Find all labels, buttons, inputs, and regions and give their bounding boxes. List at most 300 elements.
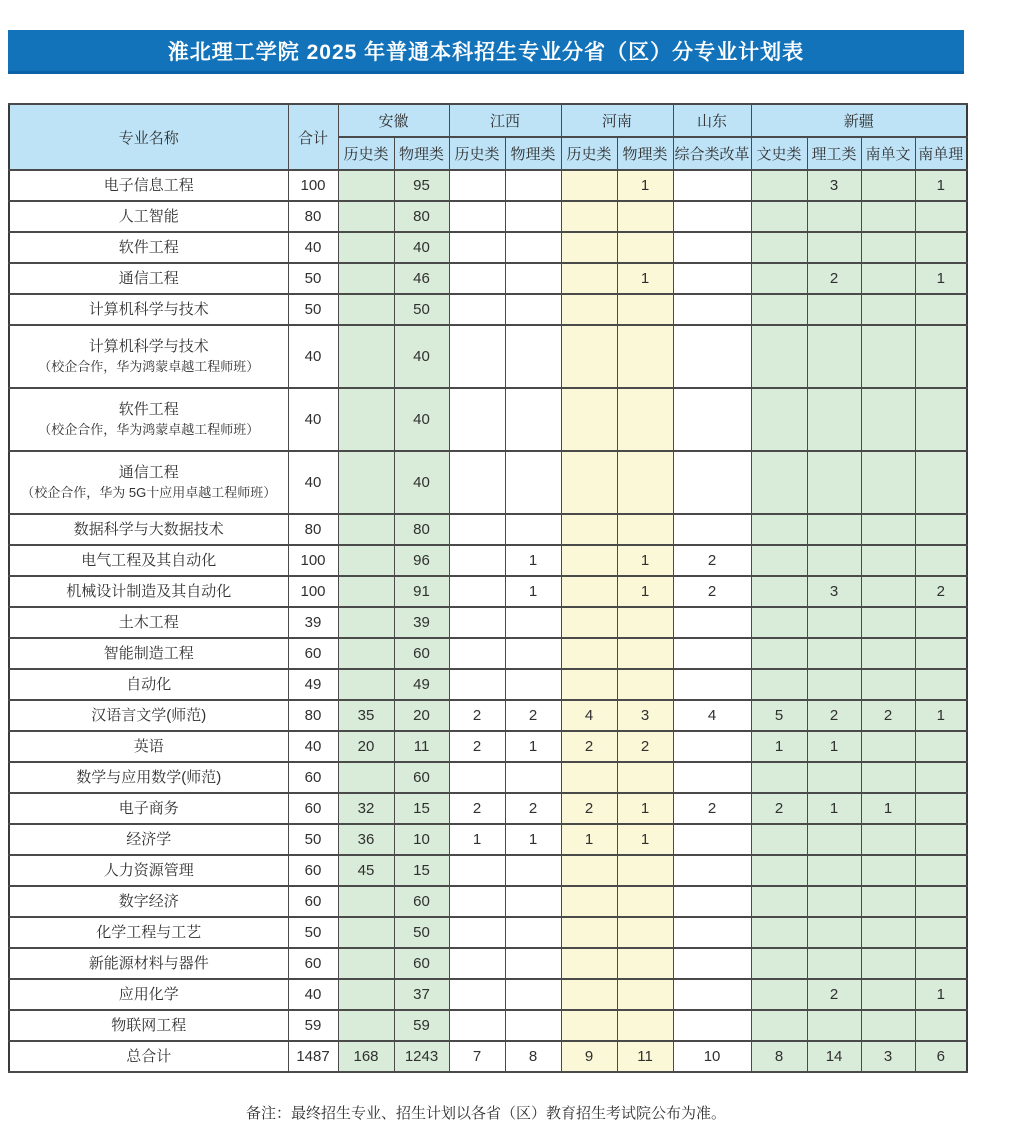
cell-anhui-physics: 91 <box>394 576 449 607</box>
cell-xinjiang-nandanli <box>915 294 967 325</box>
cell-anhui-history <box>338 669 394 700</box>
cell-total: 60 <box>288 886 338 917</box>
cell-henan-physics <box>617 948 673 979</box>
cell-shandong-comprehensive <box>673 917 751 948</box>
cell-anhui-physics: 60 <box>394 638 449 669</box>
cell-shandong-comprehensive: 10 <box>673 1041 751 1072</box>
major-name: 数字经济 <box>9 886 288 917</box>
cell-henan-history <box>561 948 617 979</box>
cell-xinjiang-ligong <box>807 325 861 388</box>
cell-jiangxi-history <box>449 855 505 886</box>
table-row <box>9 855 967 886</box>
cell-xinjiang-nandanwen <box>861 263 915 294</box>
cell-anhui-physics: 60 <box>394 886 449 917</box>
cell-xinjiang-nandanli <box>915 232 967 263</box>
cell-jiangxi-history <box>449 451 505 514</box>
col-header-henan-history: 历史类 <box>561 137 617 170</box>
cell-xinjiang-nandanwen <box>861 388 915 451</box>
cell-xinjiang-ligong <box>807 855 861 886</box>
cell-shandong-comprehensive <box>673 514 751 545</box>
cell-henan-physics: 1 <box>617 263 673 294</box>
cell-xinjiang-wenshi <box>751 917 807 948</box>
table-row <box>9 669 967 700</box>
cell-anhui-history <box>338 263 394 294</box>
major-name: 数学与应用数学(师范) <box>9 762 288 793</box>
cell-xinjiang-nandanli <box>915 669 967 700</box>
cell-henan-physics <box>617 451 673 514</box>
cell-shandong-comprehensive <box>673 294 751 325</box>
cell-xinjiang-wenshi <box>751 201 807 232</box>
cell-anhui-physics: 40 <box>394 388 449 451</box>
major-name: 电子信息工程 <box>9 170 288 201</box>
cell-xinjiang-wenshi <box>751 669 807 700</box>
cell-jiangxi-physics: 1 <box>505 824 561 855</box>
cell-xinjiang-wenshi <box>751 762 807 793</box>
cell-henan-history <box>561 979 617 1010</box>
cell-total: 40 <box>288 731 338 762</box>
table-row <box>9 700 967 731</box>
cell-total: 50 <box>288 824 338 855</box>
cell-xinjiang-wenshi <box>751 1010 807 1041</box>
cell-jiangxi-history <box>449 979 505 1010</box>
cell-anhui-physics: 20 <box>394 700 449 731</box>
cell-xinjiang-wenshi <box>751 855 807 886</box>
cell-henan-physics <box>617 388 673 451</box>
col-header-jiangxi-physics: 物理类 <box>505 137 561 170</box>
cell-anhui-history <box>338 232 394 263</box>
cell-henan-physics: 1 <box>617 793 673 824</box>
cell-jiangxi-physics <box>505 948 561 979</box>
cell-xinjiang-wenshi <box>751 170 807 201</box>
cell-total: 40 <box>288 388 338 451</box>
major-name: 英语 <box>9 731 288 762</box>
table-row <box>9 170 967 201</box>
major-name: 经济学 <box>9 824 288 855</box>
table-row <box>9 638 967 669</box>
title-bar <box>8 30 964 74</box>
cell-total: 80 <box>288 514 338 545</box>
cell-jiangxi-history <box>449 1010 505 1041</box>
cell-jiangxi-history <box>449 201 505 232</box>
cell-jiangxi-history: 2 <box>449 700 505 731</box>
cell-jiangxi-history <box>449 170 505 201</box>
cell-anhui-physics: 80 <box>394 514 449 545</box>
cell-xinjiang-nandanli: 2 <box>915 576 967 607</box>
cell-xinjiang-nandanwen <box>861 886 915 917</box>
cell-xinjiang-nandanwen <box>861 201 915 232</box>
cell-xinjiang-nandanwen <box>861 294 915 325</box>
col-header-xinjiang-nandanli: 南单理 <box>915 137 967 170</box>
cell-anhui-history <box>338 917 394 948</box>
cell-xinjiang-wenshi <box>751 886 807 917</box>
cell-anhui-physics: 40 <box>394 451 449 514</box>
cell-xinjiang-ligong <box>807 824 861 855</box>
col-header-anhui-history: 历史类 <box>338 137 394 170</box>
cell-henan-physics <box>617 325 673 388</box>
cell-total: 40 <box>288 325 338 388</box>
major-name: 软件工程 （校企合作，华为鸿蒙卓越工程师班） <box>9 388 288 451</box>
cell-xinjiang-nandanwen: 1 <box>861 793 915 824</box>
cell-jiangxi-physics: 1 <box>505 545 561 576</box>
cell-shandong-comprehensive <box>673 948 751 979</box>
cell-total: 80 <box>288 700 338 731</box>
table-row <box>9 917 967 948</box>
cell-xinjiang-wenshi <box>751 979 807 1010</box>
cell-xinjiang-nandanwen <box>861 731 915 762</box>
cell-total: 50 <box>288 263 338 294</box>
cell-henan-history <box>561 294 617 325</box>
cell-henan-physics <box>617 638 673 669</box>
cell-xinjiang-nandanli <box>915 824 967 855</box>
cell-anhui-history <box>338 762 394 793</box>
major-name: 电子商务 <box>9 793 288 824</box>
cell-xinjiang-ligong: 3 <box>807 576 861 607</box>
cell-jiangxi-physics <box>505 1010 561 1041</box>
footnote: 备注：最终招生专业、招生计划以各省（区）教育招生考试院公布为准。 <box>245 1105 726 1122</box>
cell-xinjiang-ligong <box>807 294 861 325</box>
major-name: 土木工程 <box>9 607 288 638</box>
table-row <box>9 514 967 545</box>
cell-anhui-history <box>338 170 394 201</box>
cell-henan-history <box>561 545 617 576</box>
cell-shandong-comprehensive: 2 <box>673 793 751 824</box>
cell-jiangxi-physics <box>505 607 561 638</box>
cell-xinjiang-ligong: 1 <box>807 793 861 824</box>
cell-total: 59 <box>288 1010 338 1041</box>
cell-shandong-comprehensive <box>673 263 751 294</box>
cell-anhui-history: 36 <box>338 824 394 855</box>
cell-anhui-history <box>338 451 394 514</box>
cell-jiangxi-physics <box>505 638 561 669</box>
cell-henan-physics: 1 <box>617 545 673 576</box>
cell-henan-history: 2 <box>561 793 617 824</box>
cell-shandong-comprehensive <box>673 388 751 451</box>
cell-xinjiang-nandanli: 1 <box>915 979 967 1010</box>
cell-shandong-comprehensive <box>673 1010 751 1041</box>
cell-jiangxi-physics <box>505 762 561 793</box>
cell-jiangxi-physics: 1 <box>505 731 561 762</box>
cell-anhui-history <box>338 607 394 638</box>
cell-anhui-physics: 37 <box>394 979 449 1010</box>
cell-total: 40 <box>288 979 338 1010</box>
cell-henan-history <box>561 638 617 669</box>
cell-anhui-physics: 15 <box>394 855 449 886</box>
col-header-jiangxi: 江西 <box>449 104 561 137</box>
cell-jiangxi-physics <box>505 886 561 917</box>
major-name: 电气工程及其自动化 <box>9 545 288 576</box>
cell-anhui-history: 20 <box>338 731 394 762</box>
cell-xinjiang-nandanli <box>915 638 967 669</box>
cell-anhui-physics: 11 <box>394 731 449 762</box>
cell-anhui-history: 35 <box>338 700 394 731</box>
cell-xinjiang-wenshi <box>751 824 807 855</box>
cell-total: 60 <box>288 762 338 793</box>
cell-jiangxi-history: 7 <box>449 1041 505 1072</box>
cell-henan-history <box>561 917 617 948</box>
header-row-provinces <box>9 104 967 137</box>
cell-anhui-history <box>338 1010 394 1041</box>
cell-xinjiang-nandanli: 1 <box>915 263 967 294</box>
cell-total: 60 <box>288 793 338 824</box>
enrollment-plan-table <box>8 103 968 1073</box>
col-header-xinjiang: 新疆 <box>751 104 967 137</box>
cell-henan-physics <box>617 979 673 1010</box>
cell-jiangxi-physics <box>505 263 561 294</box>
cell-shandong-comprehensive <box>673 824 751 855</box>
major-name: 人工智能 <box>9 201 288 232</box>
cell-jiangxi-history <box>449 762 505 793</box>
col-header-jiangxi-history: 历史类 <box>449 137 505 170</box>
table-row <box>9 886 967 917</box>
cell-xinjiang-wenshi: 5 <box>751 700 807 731</box>
cell-xinjiang-nandanwen: 2 <box>861 700 915 731</box>
cell-henan-physics: 3 <box>617 700 673 731</box>
cell-xinjiang-nandanwen <box>861 638 915 669</box>
cell-jiangxi-history <box>449 294 505 325</box>
cell-jiangxi-history <box>449 545 505 576</box>
col-header-xinjiang-wenshi: 文史类 <box>751 137 807 170</box>
cell-xinjiang-nandanwen <box>861 232 915 263</box>
cell-xinjiang-ligong: 3 <box>807 170 861 201</box>
cell-xinjiang-ligong <box>807 545 861 576</box>
cell-anhui-history <box>338 388 394 451</box>
cell-henan-history <box>561 170 617 201</box>
col-header-henan-physics: 物理类 <box>617 137 673 170</box>
cell-xinjiang-nandanli <box>915 731 967 762</box>
major-name: 应用化学 <box>9 979 288 1010</box>
major-name: 计算机科学与技术 <box>9 294 288 325</box>
cell-shandong-comprehensive: 2 <box>673 576 751 607</box>
cell-xinjiang-nandanwen <box>861 979 915 1010</box>
major-name: 通信工程 <box>9 263 288 294</box>
cell-henan-history <box>561 514 617 545</box>
cell-jiangxi-history <box>449 607 505 638</box>
cell-xinjiang-ligong <box>807 232 861 263</box>
cell-henan-history: 1 <box>561 824 617 855</box>
cell-henan-history <box>561 1010 617 1041</box>
cell-henan-physics <box>617 201 673 232</box>
table-row <box>9 1010 967 1041</box>
cell-xinjiang-wenshi <box>751 388 807 451</box>
table-row <box>9 793 967 824</box>
cell-jiangxi-physics <box>505 855 561 886</box>
cell-henan-history <box>561 607 617 638</box>
cell-jiangxi-history <box>449 514 505 545</box>
major-name: 数据科学与大数据技术 <box>9 514 288 545</box>
cell-anhui-history: 168 <box>338 1041 394 1072</box>
cell-henan-physics <box>617 514 673 545</box>
cell-xinjiang-ligong: 14 <box>807 1041 861 1072</box>
cell-henan-physics <box>617 232 673 263</box>
cell-jiangxi-history <box>449 886 505 917</box>
cell-anhui-history <box>338 201 394 232</box>
cell-jiangxi-history <box>449 232 505 263</box>
cell-anhui-physics: 40 <box>394 232 449 263</box>
col-header-shandong-comprehensive: 综合类改革 <box>673 137 751 170</box>
table-row <box>9 576 967 607</box>
table-row <box>9 294 967 325</box>
cell-henan-history <box>561 576 617 607</box>
cell-total: 50 <box>288 294 338 325</box>
cell-xinjiang-nandanwen <box>861 917 915 948</box>
table-row <box>9 545 967 576</box>
cell-total: 60 <box>288 638 338 669</box>
cell-anhui-history <box>338 948 394 979</box>
table-row <box>9 232 967 263</box>
cell-xinjiang-wenshi <box>751 514 807 545</box>
cell-xinjiang-ligong <box>807 886 861 917</box>
cell-shandong-comprehensive <box>673 669 751 700</box>
cell-total: 39 <box>288 607 338 638</box>
cell-jiangxi-physics: 2 <box>505 700 561 731</box>
cell-henan-physics: 2 <box>617 731 673 762</box>
cell-xinjiang-ligong: 2 <box>807 700 861 731</box>
cell-xinjiang-nandanwen <box>861 514 915 545</box>
cell-henan-history <box>561 232 617 263</box>
cell-anhui-physics: 39 <box>394 607 449 638</box>
cell-jiangxi-history <box>449 325 505 388</box>
cell-shandong-comprehensive <box>673 232 751 263</box>
cell-total: 100 <box>288 170 338 201</box>
cell-henan-physics <box>617 294 673 325</box>
cell-henan-history: 2 <box>561 731 617 762</box>
cell-total: 60 <box>288 948 338 979</box>
cell-anhui-physics: 50 <box>394 917 449 948</box>
cell-henan-physics <box>617 917 673 948</box>
cell-xinjiang-wenshi: 1 <box>751 731 807 762</box>
cell-anhui-history <box>338 638 394 669</box>
cell-total: 49 <box>288 669 338 700</box>
cell-xinjiang-wenshi: 8 <box>751 1041 807 1072</box>
cell-xinjiang-wenshi <box>751 263 807 294</box>
cell-jiangxi-physics <box>505 294 561 325</box>
cell-xinjiang-ligong <box>807 638 861 669</box>
cell-xinjiang-nandanli: 1 <box>915 170 967 201</box>
col-header-total: 合计 <box>288 104 338 170</box>
cell-shandong-comprehensive <box>673 325 751 388</box>
cell-total: 1487 <box>288 1041 338 1072</box>
cell-xinjiang-wenshi <box>751 638 807 669</box>
cell-xinjiang-nandanli <box>915 855 967 886</box>
cell-jiangxi-physics <box>505 232 561 263</box>
cell-shandong-comprehensive: 4 <box>673 700 751 731</box>
major-name: 物联网工程 <box>9 1010 288 1041</box>
cell-xinjiang-nandanli <box>915 388 967 451</box>
cell-jiangxi-physics <box>505 669 561 700</box>
cell-jiangxi-history <box>449 388 505 451</box>
cell-xinjiang-wenshi <box>751 325 807 388</box>
cell-henan-physics: 1 <box>617 824 673 855</box>
cell-xinjiang-nandanwen <box>861 762 915 793</box>
cell-anhui-history <box>338 514 394 545</box>
col-header-xinjiang-nandanwen: 南单文 <box>861 137 915 170</box>
cell-xinjiang-nandanli <box>915 1010 967 1041</box>
cell-shandong-comprehensive <box>673 855 751 886</box>
cell-henan-physics <box>617 1010 673 1041</box>
major-name: 自动化 <box>9 669 288 700</box>
cell-anhui-history: 32 <box>338 793 394 824</box>
cell-xinjiang-nandanli <box>915 607 967 638</box>
cell-henan-history <box>561 263 617 294</box>
table-row <box>9 762 967 793</box>
cell-xinjiang-ligong <box>807 201 861 232</box>
cell-shandong-comprehensive <box>673 762 751 793</box>
cell-xinjiang-ligong: 2 <box>807 979 861 1010</box>
cell-jiangxi-history: 2 <box>449 731 505 762</box>
cell-anhui-history <box>338 886 394 917</box>
cell-xinjiang-nandanwen <box>861 824 915 855</box>
cell-xinjiang-nandanli: 1 <box>915 700 967 731</box>
cell-xinjiang-nandanli <box>915 762 967 793</box>
cell-anhui-physics: 10 <box>394 824 449 855</box>
cell-xinjiang-ligong <box>807 451 861 514</box>
cell-henan-history <box>561 388 617 451</box>
cell-henan-history <box>561 201 617 232</box>
cell-jiangxi-physics <box>505 514 561 545</box>
cell-xinjiang-ligong <box>807 514 861 545</box>
cell-henan-physics <box>617 762 673 793</box>
cell-shandong-comprehensive <box>673 170 751 201</box>
cell-anhui-physics: 46 <box>394 263 449 294</box>
table-body <box>9 170 967 1072</box>
col-header-henan: 河南 <box>561 104 673 137</box>
cell-xinjiang-nandanli <box>915 451 967 514</box>
cell-henan-physics: 11 <box>617 1041 673 1072</box>
table-row <box>9 948 967 979</box>
col-header-anhui-physics: 物理类 <box>394 137 449 170</box>
cell-xinjiang-nandanli <box>915 917 967 948</box>
cell-anhui-history <box>338 545 394 576</box>
table-row <box>9 325 967 388</box>
cell-henan-physics <box>617 607 673 638</box>
cell-total: 80 <box>288 201 338 232</box>
cell-jiangxi-physics: 8 <box>505 1041 561 1072</box>
table-row <box>9 824 967 855</box>
cell-shandong-comprehensive <box>673 607 751 638</box>
cell-jiangxi-history <box>449 917 505 948</box>
cell-xinjiang-ligong <box>807 917 861 948</box>
major-name: 计算机科学与技术 （校企合作，华为鸿蒙卓越工程师班） <box>9 325 288 388</box>
cell-xinjiang-wenshi <box>751 451 807 514</box>
cell-jiangxi-history: 2 <box>449 793 505 824</box>
cell-anhui-physics: 95 <box>394 170 449 201</box>
cell-jiangxi-physics <box>505 201 561 232</box>
cell-xinjiang-wenshi <box>751 294 807 325</box>
cell-xinjiang-nandanli: 6 <box>915 1041 967 1072</box>
cell-xinjiang-nandanwen <box>861 576 915 607</box>
cell-xinjiang-wenshi <box>751 232 807 263</box>
cell-jiangxi-physics <box>505 451 561 514</box>
cell-shandong-comprehensive <box>673 886 751 917</box>
cell-xinjiang-ligong: 2 <box>807 263 861 294</box>
major-name: 通信工程 （校企合作，华为 5G十应用卓越工程师班） <box>9 451 288 514</box>
cell-xinjiang-nandanli <box>915 325 967 388</box>
cell-jiangxi-physics: 1 <box>505 576 561 607</box>
cell-anhui-physics: 15 <box>394 793 449 824</box>
cell-henan-history <box>561 855 617 886</box>
cell-henan-physics <box>617 669 673 700</box>
cell-shandong-comprehensive <box>673 731 751 762</box>
major-name: 新能源材料与器件 <box>9 948 288 979</box>
cell-xinjiang-nandanwen <box>861 451 915 514</box>
major-name: 化学工程与工艺 <box>9 917 288 948</box>
cell-xinjiang-ligong <box>807 669 861 700</box>
cell-anhui-history: 45 <box>338 855 394 886</box>
cell-anhui-physics: 1243 <box>394 1041 449 1072</box>
cell-shandong-comprehensive: 2 <box>673 545 751 576</box>
cell-xinjiang-nandanwen <box>861 170 915 201</box>
cell-anhui-history <box>338 325 394 388</box>
